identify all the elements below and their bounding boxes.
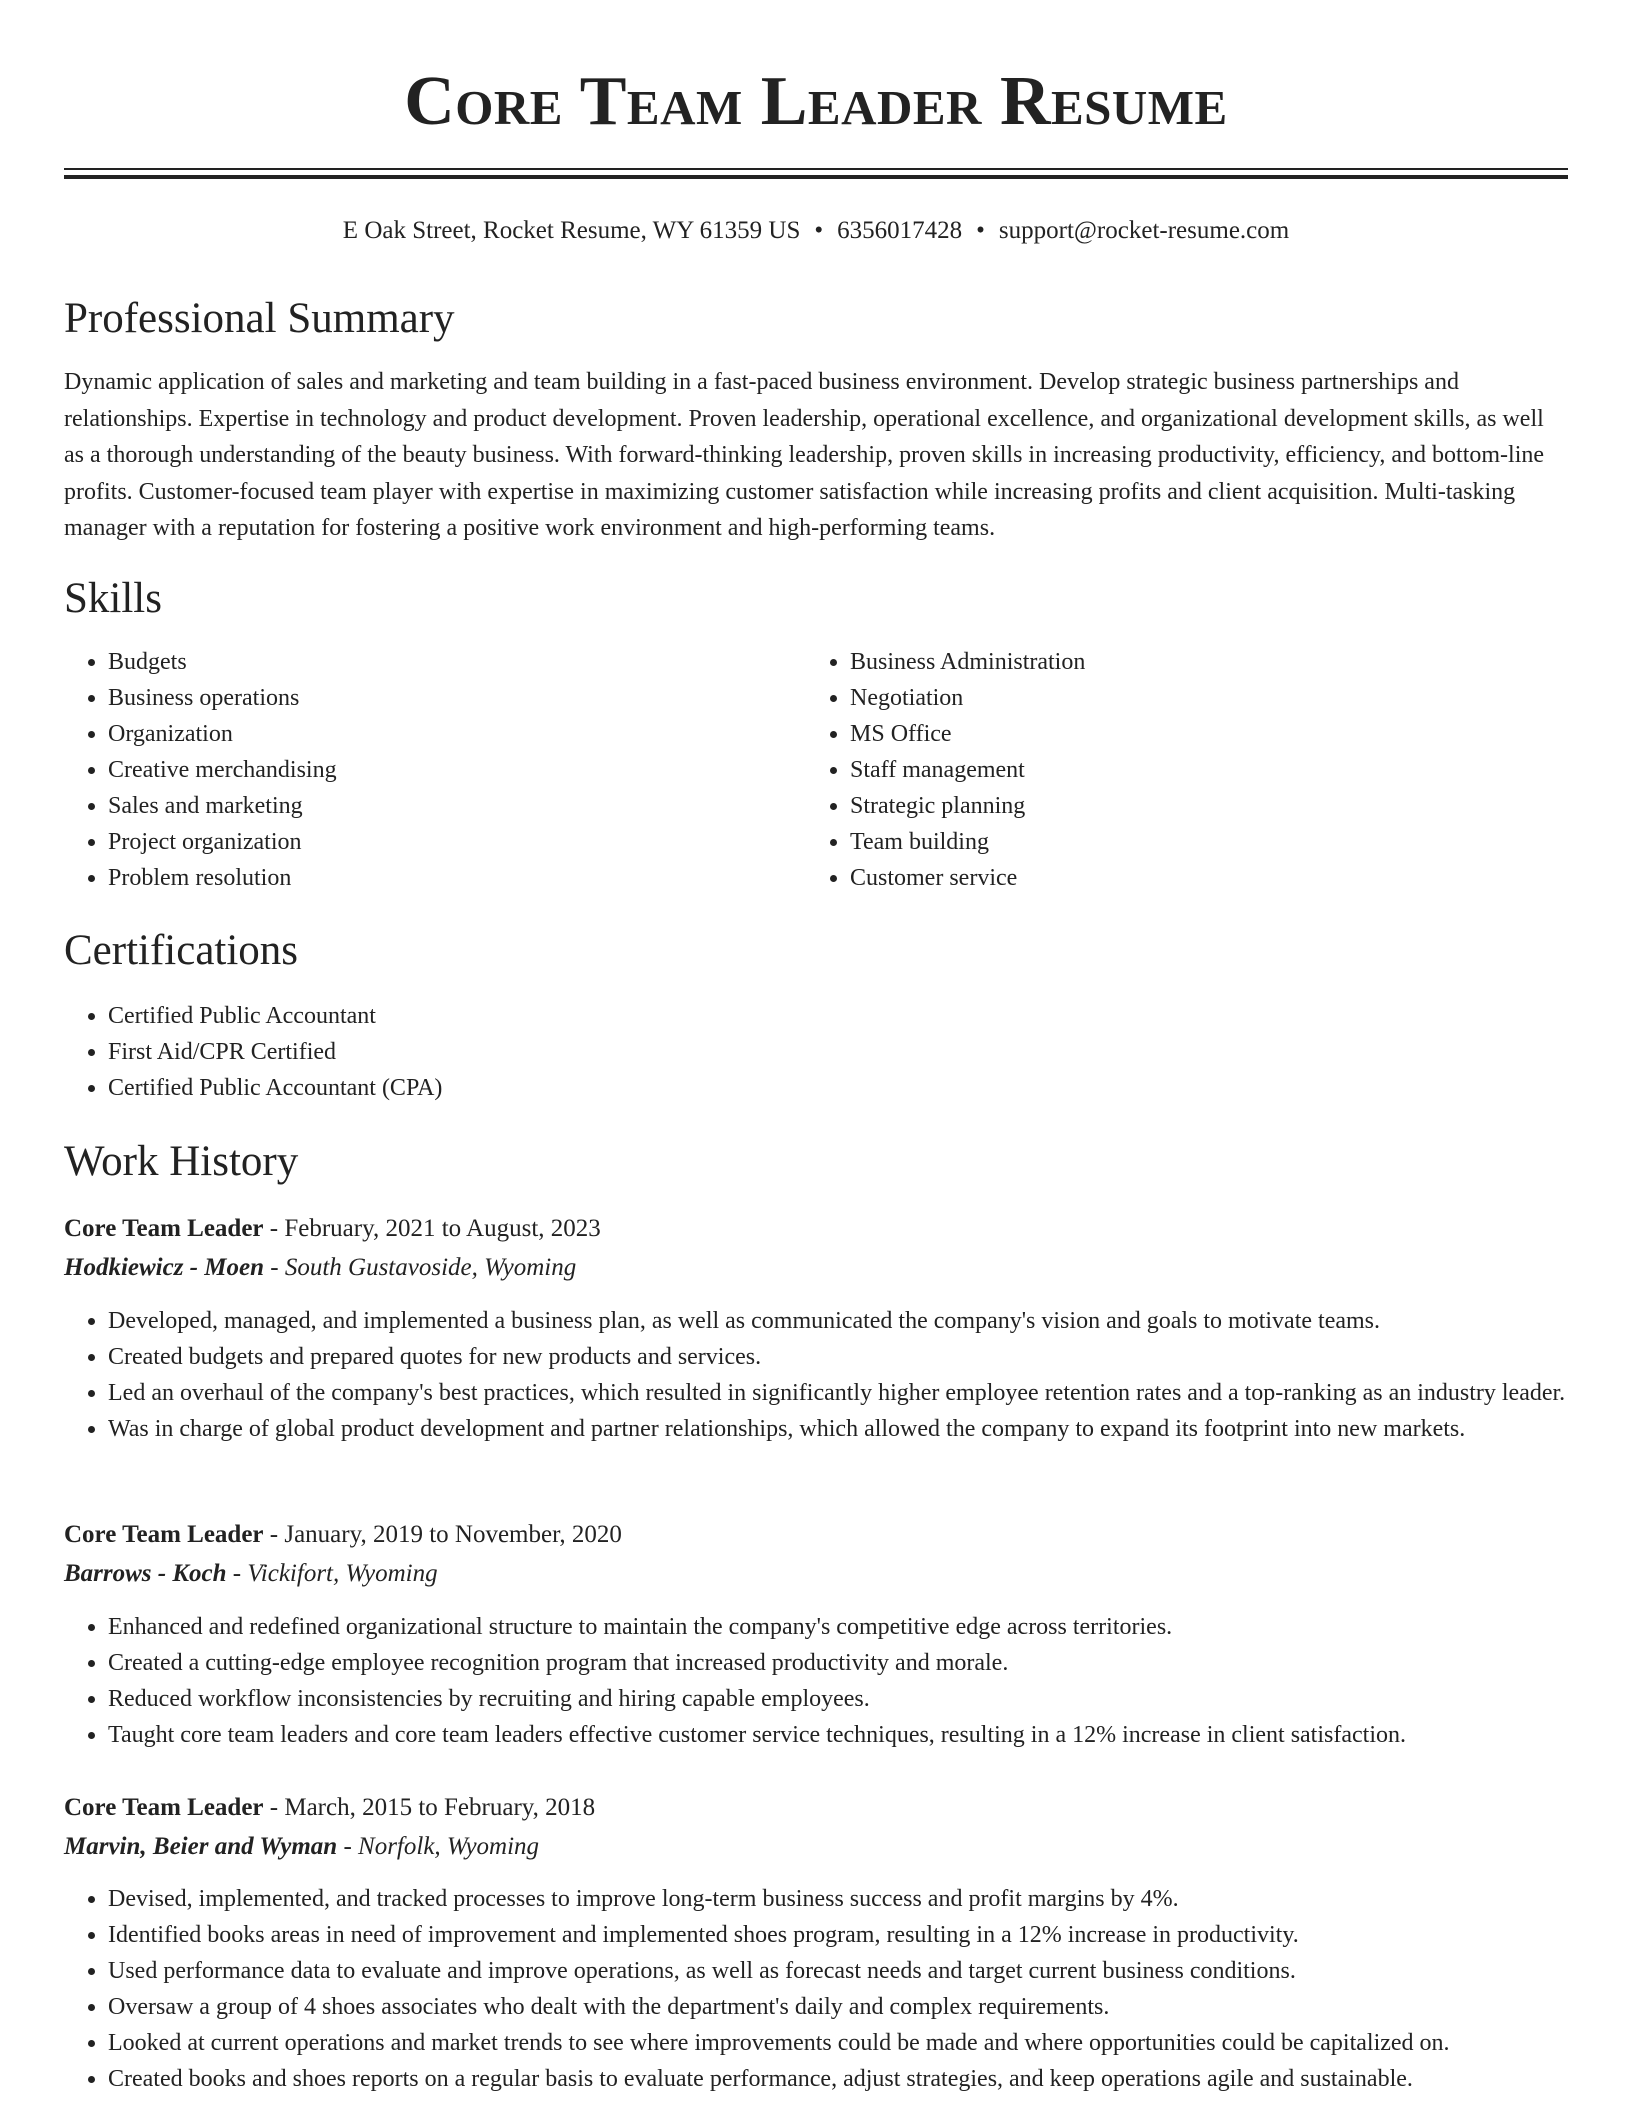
job-location: - Norfolk, Wyoming (337, 1833, 540, 1860)
list-item: • Oversaw a group of 4 shoes associates who dealt with the department's daily and complex requirements. (108, 1989, 1568, 2025)
list-item: • Created books and shoes reports on a regular basis to evaluate performance, adjust strategies, and keep operations agile and sustainable. (108, 2061, 1568, 2097)
contact-separator: • (976, 217, 985, 244)
skills-list-left (64, 644, 806, 896)
job-entry (64, 1789, 1568, 1867)
list-item: • Creative merchandising (108, 752, 806, 788)
list-item: • Created a cutting-edge employee recognition program that increased productivity and morale. (108, 1645, 1568, 1681)
job-bullets (64, 1303, 1568, 1447)
list-item: • Led an overhaul of the company's best practices, which resulted in significantly higher employee retention rates and a top-ranking as an industry leader. (108, 1375, 1568, 1411)
list-item: • Taught core team leaders and core team leaders effective customer service techniques, resulting in a 12% increase in client satisfaction. (108, 1717, 1568, 1753)
list-item: • Certified Public Accountant (CPA) (108, 1070, 1568, 1106)
list-item: • Reduced workflow inconsistencies by recruiting and hiring capable employees. (108, 1681, 1568, 1717)
list-item: • MS Office (850, 716, 1548, 752)
section-heading-summary: Professional Summary (64, 295, 455, 342)
job-bullet-list (64, 1609, 1568, 1753)
job-company-line (64, 1248, 1568, 1288)
list-item: • Customer service (850, 860, 1548, 896)
contact-separator: • (814, 217, 824, 244)
page-title: Core Team Leader Resume (404, 63, 1228, 140)
job-entry (64, 1210, 1568, 1288)
job-title-line (64, 1789, 1568, 1827)
list-item: • Business operations (108, 680, 806, 716)
summary-text: Dynamic application of sales and marketing and team building in a fast-paced business environment. Develop strategic business partnerships and relationships. Expertise in technology and product development. Proven leadership, operational excellence, and organizational development skills, as well as a thorough understanding of the beauty business. With forward-thinking leadership, proven skills in increasing productivity, efficiency, and bottom-line profits. Customer-focused team player with expertise in maximizing customer satisfaction while increasing profits and client acquisition. Multi-tasking manager with a reputation for fostering a positive work environment and high-performing teams. (64, 369, 1545, 541)
summary-body (64, 364, 1568, 547)
skills-list-right (806, 644, 1548, 896)
summary-section (64, 291, 1568, 347)
list-item: • Organization (108, 716, 806, 752)
contact-phone: 6356017428 (837, 217, 963, 244)
list-item: • Developed, managed, and implemented a business plan, as well as communicated the company's vision and goals to motivate teams. (108, 1303, 1568, 1339)
job-title-line (64, 1516, 1568, 1554)
section-heading-certifications: Certifications (64, 927, 299, 974)
job-bullets (64, 1609, 1568, 1753)
job-title-line (64, 1210, 1568, 1248)
skills-column-left (64, 644, 806, 896)
work-history-section (64, 1134, 1568, 1190)
job-entry (64, 1516, 1568, 1594)
list-item: • Staff management (850, 752, 1548, 788)
job-title: Core Team Leader (64, 1794, 264, 1821)
list-item: • Sales and marketing (108, 788, 806, 824)
list-item: • Problem resolution (108, 860, 806, 896)
contact-address: E Oak Street, Rocket Resume, WY 61359 US (342, 217, 801, 244)
list-item: • Budgets (108, 644, 806, 680)
job-title: Core Team Leader (64, 1521, 264, 1548)
job-dates: - February, 2021 to August, 2023 (263, 1215, 601, 1242)
list-item: • Created budgets and prepared quotes for new products and services. (108, 1339, 1568, 1375)
job-bullet-list (64, 1881, 1568, 2097)
list-item: • Team building (850, 824, 1548, 860)
job-bullet-list (64, 1303, 1568, 1447)
certifications-list (64, 998, 1568, 1106)
job-company: Hodkiewicz - Moen (64, 1254, 264, 1281)
list-item: • Certified Public Accountant (108, 998, 1568, 1034)
section-heading-skills: Skills (64, 575, 162, 622)
job-company: Barrows - Koch (64, 1560, 227, 1587)
list-item: • First Aid/CPR Certified (108, 1034, 1568, 1070)
list-item: • Was in charge of global product development and partner relationships, which allowed the company to expand its footprint into new markets. (108, 1411, 1568, 1447)
job-dates: - January, 2019 to November, 2020 (263, 1521, 622, 1548)
skills-column-right (806, 644, 1548, 896)
list-item: • Negotiation (850, 680, 1548, 716)
list-item: • Strategic planning (850, 788, 1548, 824)
job-company: Marvin, Beier and Wyman (64, 1833, 338, 1860)
certifications-body (64, 998, 1568, 1106)
list-item: • Looked at current operations and market trends to see where improvements could be made and where opportunities could be capitalized on. (108, 2025, 1568, 2061)
list-item: • Devised, implemented, and tracked processes to improve long-term business success and profit margins by 4%. (108, 1881, 1568, 1917)
list-item: • Business Administration (850, 644, 1548, 680)
job-title: Core Team Leader (64, 1215, 264, 1242)
list-item: • Identified books areas in need of improvement and implemented shoes program, resulting in a 12% increase in productivity. (108, 1917, 1568, 1953)
title-divider-bottom (64, 175, 1568, 179)
list-item: • Used performance data to evaluate and improve operations, as well as forecast needs and target current business conditions. (108, 1953, 1568, 1989)
contact-email: support@rocket-resume.com (998, 217, 1290, 244)
job-location: - Vickifort, Wyoming (226, 1560, 438, 1587)
job-company-line (64, 1827, 1568, 1867)
list-item: • Enhanced and redefined organizational structure to maintain the company's competitive edge across territories. (108, 1609, 1568, 1645)
job-company-line (64, 1554, 1568, 1594)
job-location: - South Gustavoside, Wyoming (264, 1254, 577, 1281)
skills-section (64, 571, 1568, 627)
certifications-section (64, 923, 1568, 979)
title-divider-top (64, 168, 1568, 170)
job-bullets (64, 1881, 1568, 2097)
skills-columns (64, 644, 1568, 896)
list-item: • Project organization (108, 824, 806, 860)
contact-line (0, 213, 1632, 249)
section-heading-work-history: Work History (64, 1138, 299, 1185)
job-dates: - March, 2015 to February, 2018 (263, 1794, 596, 1821)
